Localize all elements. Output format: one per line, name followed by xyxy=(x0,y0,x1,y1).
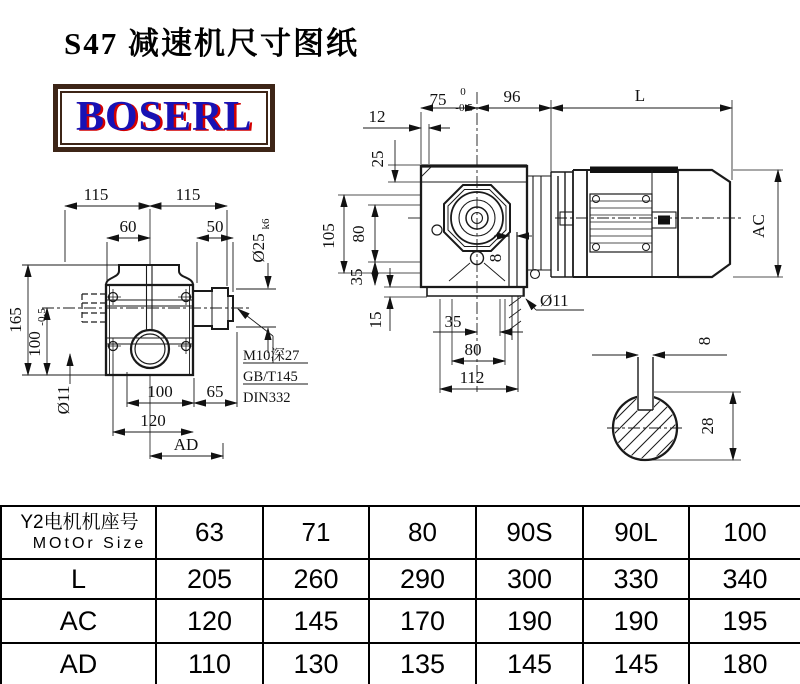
table-cell: 130 xyxy=(263,643,369,684)
motor-size-col: 80 xyxy=(369,506,476,559)
dim-120: 120 xyxy=(140,411,166,430)
dim-100-bottom: 100 xyxy=(147,382,173,401)
table-cell: 195 xyxy=(689,599,800,643)
table-cell: 120 xyxy=(156,599,263,643)
motor-size-col: 90S xyxy=(476,506,583,559)
dim-115-left: 115 xyxy=(83,185,109,204)
dim-hole-diameter: Ø11 xyxy=(54,385,73,415)
table-cell: 135 xyxy=(369,643,476,684)
brand-logo-text: BOSERL xyxy=(76,94,253,140)
dim-75-lower-tol: -0.5 xyxy=(455,102,473,114)
motor-size-col: 100 xyxy=(689,506,800,559)
dim-100-height: 100 xyxy=(25,331,44,357)
dim-96: 96 xyxy=(503,87,521,106)
table-cell: 170 xyxy=(369,599,476,643)
shaft-section-detail xyxy=(565,337,741,470)
note-tapped-hole: M10深27 xyxy=(243,348,300,364)
motor-size-col: 90L xyxy=(583,506,689,559)
table-cell: 190 xyxy=(476,599,583,643)
table-cell: 145 xyxy=(263,599,369,643)
motor-size-label-en: MOtOr Size xyxy=(32,534,147,552)
table-cell: 290 xyxy=(369,559,476,599)
row-label-ad: AD xyxy=(1,643,156,684)
table-cell: 300 xyxy=(476,559,583,599)
dim-ad: AD xyxy=(173,435,199,454)
dim-65: 65 xyxy=(206,382,224,401)
dim-60: 60 xyxy=(119,217,137,236)
motor-size-col: 71 xyxy=(263,506,369,559)
motor-size-col: 63 xyxy=(156,506,263,559)
row-label-l: L xyxy=(1,559,156,599)
brand-logo-frame xyxy=(60,91,268,145)
dim-foot-hole-diameter: Ø11 xyxy=(540,291,569,310)
dim-165: 165 xyxy=(6,307,25,333)
table-header-motor-size xyxy=(1,506,156,559)
dim-75-upper-tol: 0 xyxy=(460,86,466,98)
dim-35-bottom: 35 xyxy=(444,312,462,331)
dim-keyway-8: 8 xyxy=(486,253,505,263)
note-gb-standard: GB/T145 xyxy=(243,369,298,385)
dim-shaft-diameter: Ø25 xyxy=(249,233,268,263)
table-cell: 180 xyxy=(689,643,800,684)
dim-35-left: 35 xyxy=(347,268,366,286)
table-cell: 190 xyxy=(583,599,689,643)
table-cell: 110 xyxy=(156,643,263,684)
dim-112: 112 xyxy=(459,368,485,387)
dim-100-tolerance: -0.5 xyxy=(36,308,48,326)
brand-logo xyxy=(53,84,275,152)
dim-15: 15 xyxy=(366,311,385,329)
motor-dimension-table xyxy=(0,505,800,684)
dim-105: 105 xyxy=(319,223,338,249)
table-cell: 145 xyxy=(476,643,583,684)
dim-motor-diameter-ac: AC xyxy=(749,214,768,238)
table-cell: 260 xyxy=(263,559,369,599)
row-label-ac: AC xyxy=(1,599,156,643)
note-din-standard: DIN332 xyxy=(243,390,291,406)
dim-motor-length-l: L xyxy=(634,86,646,105)
dim-shaft-28: 28 xyxy=(698,417,717,435)
table-cell: 340 xyxy=(689,559,800,599)
page-title: S47 减速机尺寸图纸 xyxy=(64,26,359,61)
dim-shaft-tolerance: k6 xyxy=(260,218,272,230)
side-view-drawing xyxy=(319,86,783,393)
dim-12: 12 xyxy=(368,107,386,126)
front-view-drawing xyxy=(6,185,308,459)
dim-25: 25 xyxy=(368,150,387,168)
table-cell: 205 xyxy=(156,559,263,599)
dim-key-width-8: 8 xyxy=(695,336,714,346)
dim-80-bottom: 80 xyxy=(464,340,482,359)
table-cell: 330 xyxy=(583,559,689,599)
table-cell: 145 xyxy=(583,643,689,684)
dim-50: 50 xyxy=(206,217,224,236)
dim-115-right: 115 xyxy=(175,185,201,204)
motor-size-label-cn: Y2电机机座号 xyxy=(20,512,139,534)
dim-80-left: 80 xyxy=(349,225,368,243)
dim-75: 75 xyxy=(429,90,447,109)
